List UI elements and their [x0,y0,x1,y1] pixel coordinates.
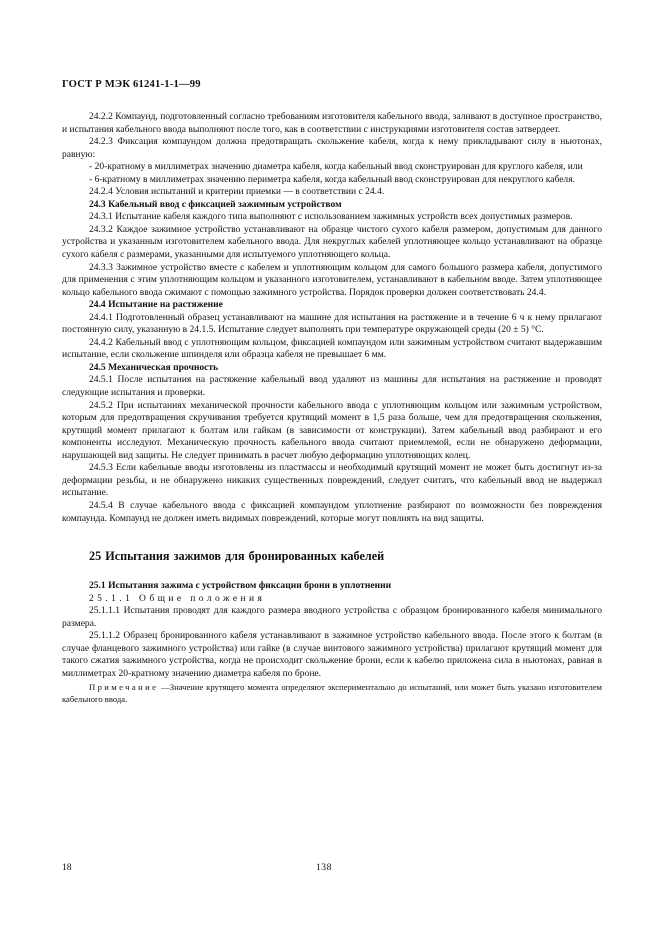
paragraph-24-5-4: 24.5.4 В случае кабельного ввода с фиксацией компаундом уплотнение разбирают по возможности без повреждения компаунда. Компаунд не должен иметь видимых повреждений, которые могут повлиять на вид защиты. [62,499,602,524]
paragraph-24-2-2: 24.2.2 Компаунд, подготовленный согласно требованиям изготовителя кабельного ввода, заливают в доступное пространство, и испытания кабельного ввода выполняют после того, как в соответствии с инструкциями изготовителя состав затвердеет. [62,111,602,135]
paragraph-24-5-2: 24.5.2 При испытаниях механической прочности кабельного ввода с уплотняющим кольцом или зажимным устройством, которым для предотвращения скручивания требуется крутящий момент в 1,5 раза больше, чем для предотвращения скольжения, крутящий момент прилагают к болтам или гайкам (в зависимости от конструкции). Затем кабельный ввод разбирают и его компоненты исследуют. Механическую прочность кабельного ввода считают приемлемой, если не обнаружено деформации, нарушающей вид защиты. Не следует принимать в расчет любую деформацию уплотняющих колец. [62,399,602,461]
sheet-number: 138 [316,862,332,873]
section-title-25: 25 Испытания зажимов для бронированных кабелей [89,549,385,564]
paragraph-24-2-3: 24.2.3 Фиксация компаундом должна предотвращать скольжение кабеля, когда к нему прикладывают силу в ньютонах, равную: [62,136,602,160]
paragraph-24-4-2: 24.4.2 Кабельный ввод с уплотняющим кольцом, фиксацией компаундом или зажимным устройством считают выдержавшим испытание, если скольжение шпинделя или образца кабеля не превышает 6 мм. [62,336,602,361]
page-number: 18 [62,862,72,873]
paragraph-25-1-1-2: 25.1.1.2 Образец бронированного кабеля устанавливают в зажимное устройство кабельного ввода. После этого к болтам (в случае фланцевого зажимного устройства) или гайке (в случае винтового зажимного устройства) прилагают крутящий момент для такого сжатия зажимного устройства, когда не происходит скольжение брони, если к кабелю приложена сила в ньютонах, равная в миллиметрах 20-кратному значению диаметра кабеля по броне. [62,630,602,679]
paragraph-24-4-1: 24.4.1 Подготовленный образец устанавливают на машине для испытания на растяжение и в течение 6 ч к нему прилагают постоянную силу, указанную в 24.1.5. Испытание следует выполнять при температуре окружающей среды (20 ± 5) °С. [62,311,602,336]
paragraph-25-1-1-1: 25.1.1.1 Испытания проводят для каждого размера вводного устройства с образцом бронированного кабеля минимального размера. [62,605,602,629]
heading-24-4: 24.4 Испытание на растяжение [89,299,223,311]
heading-24-3: 24.3 Кабельный ввод с фиксацией зажимным устройством [89,198,342,210]
note [62,682,602,705]
paragraph-24-5-3: 24.5.3 Если кабельные вводы изготовлены из пластмассы и необходимый крутящий момент не может быть достигнут из-за деформации резьбы, и не обнаружено никаких существенных повреждений, следует считать, что кабельный ввод не выдержал испытание. [62,462,602,499]
document-body [62,111,602,705]
list-item-nonround-cable: - 6-кратному в миллиметрах значению периметра кабеля, когда кабельный ввод сконструирован для некруглого кабеля. [89,173,575,185]
heading-25-1-1: 25.1.1 Общие положения [89,592,266,604]
list-item-round-cable: - 20-кратному в миллиметрах значению диаметра кабеля, когда кабельный ввод сконструирован для круглого кабеля, или [89,161,583,173]
paragraph-24-3-3: 24.3.3 Зажимное устройство вместе с кабелем и уплотняющим кольцом для самого большого размера кабеля, допустимого для применения с этим уплотняющим кольцом и указанного изготовителем, устанавливают в кабельном вводе. Затем уплотняющее кольцо кабельного ввода сжимают с помощью зажимного устройства. Порядок проверки должен соответствовать 24.4. [62,261,602,298]
paragraph-24-2-4: 24.2.4 Условия испытаний и критерии приемки — в соответствии с 24.4. [89,186,385,198]
document-header: ГОСТ Р МЭК 61241-1-1—99 [62,79,201,90]
note-text: —Значение крутящего момента определяют экспериментально до испытаний, или может быть указано изготовителем кабельного ввода. [62,682,602,704]
paragraph-24-3-2: 24.3.2 Каждое зажимное устройство устанавливают на образце чистого сухого кабеля размером, допустимым для данного устройства и указанным изготовителем кабельного ввода. Для некруглых кабелей уплотняющее кольцо устанавливают на образце сухого кабеля с размерами, указанными для испытуемого уплотняющего кольца. [62,223,602,261]
paragraph-24-3-1: 24.3.1 Испытание кабеля каждого типа выполняют с использованием зажимных устройств всех допустимых размеров. [89,211,573,223]
heading-25-1: 25.1 Испытания зажима с устройством фиксации брони в уплотнении [89,580,392,592]
note-title: Примечание [89,682,159,693]
paragraph-24-5-1: 24.5.1 После испытания на растяжение кабельный ввод удаляют из машины для испытания на растяжение и проводят следующие испытания и проверки. [62,374,602,399]
heading-24-5: 24.5 Механическая прочность [89,361,219,373]
